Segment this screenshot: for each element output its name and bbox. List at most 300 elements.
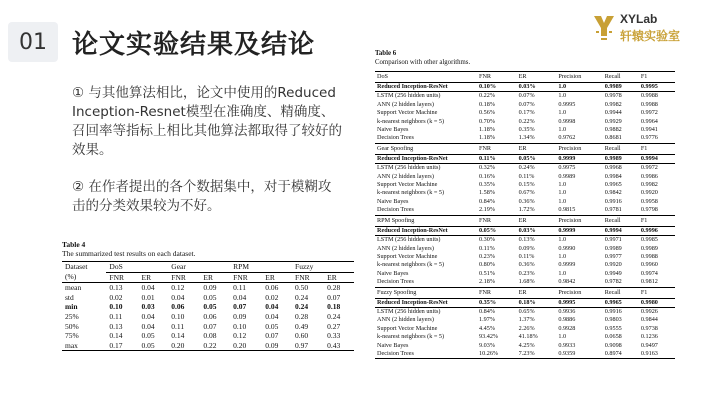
table6-cell: 0.9842 xyxy=(604,189,622,197)
logo-text-cn: 轩辕实验室 xyxy=(620,29,681,43)
table6-cell: 0.22% xyxy=(518,117,535,125)
table4-subheader: ER xyxy=(200,272,230,283)
table6-row-label: Reduced Inception-ResNet xyxy=(375,83,477,92)
table4-row-label: 75% xyxy=(65,331,79,341)
table4-cell: 0.07 xyxy=(265,331,279,341)
table4-row xyxy=(62,293,354,303)
table6-cell: 0.23% xyxy=(479,252,495,260)
table6-cell: 0.9916 xyxy=(604,307,622,315)
table6-column-header: Precision xyxy=(556,72,602,83)
table4-cell: 0.05 xyxy=(203,302,217,312)
table4-row-label: max xyxy=(62,341,106,351)
table6-cell: 2.18% xyxy=(479,278,495,286)
table4-cell: 0.60 xyxy=(295,331,309,341)
table6-cell: 0.9098 xyxy=(604,341,622,349)
table4-cell: 0.11 xyxy=(233,283,247,293)
table6-row xyxy=(375,206,675,215)
table6-column-header: Precision xyxy=(556,287,602,298)
table6-column-header: F1 xyxy=(639,215,675,226)
table6-cell: 0.9497 xyxy=(640,341,658,349)
table4-cell: 0.04 xyxy=(141,321,155,331)
table6-cell: 0.18% xyxy=(517,298,557,307)
table6-cell: 0.56% xyxy=(479,109,495,117)
table4-cell: 0.04 xyxy=(141,311,155,321)
table6-cell: 0.9989 xyxy=(640,244,658,252)
table6-cell: 0.84% xyxy=(479,307,495,315)
table4-row xyxy=(62,312,354,322)
table4-cell: 0.13 xyxy=(109,283,123,293)
table6-row-label: Decision Trees xyxy=(377,134,414,142)
table6-row-label: LSTM (256 hidden units) xyxy=(377,236,441,244)
table6-row-label: k-nearest neighbors (k = 5) xyxy=(377,117,445,125)
table4-cell: 0.18 xyxy=(327,302,341,312)
table6-cell: 0.07% xyxy=(518,100,535,108)
table4-row xyxy=(62,283,354,293)
table6-cell: 0.9798 xyxy=(640,206,658,214)
table4-cell: 0.04 xyxy=(233,292,247,302)
table4-cell: 0.97 xyxy=(292,341,324,351)
table6-cell: 0.9762 xyxy=(558,134,576,142)
table6-row-label: Reduced Inception-ResNet xyxy=(375,226,477,235)
table6-cell: 0.9988 xyxy=(640,100,658,108)
table4-subheader: FNR xyxy=(230,272,262,283)
table6-cell: 0.9994 xyxy=(603,226,639,235)
table6-cell: 0.9781 xyxy=(604,206,622,214)
table6-cell: 2.19% xyxy=(479,206,495,214)
table4-subheader: FNR xyxy=(292,272,324,283)
table6-caption-text: Comparison with other algorithms. xyxy=(375,59,471,66)
table4-group-header: RPM xyxy=(230,262,292,273)
table6-section-name: RPM Spoofing xyxy=(375,215,477,226)
table6-cell: 0.11% xyxy=(479,244,495,252)
section-number: 01 xyxy=(19,29,47,55)
table6-column-header: FNR xyxy=(477,215,517,226)
table6-cell: 0.9995 xyxy=(639,83,675,92)
table6-row xyxy=(375,245,675,253)
table6-row-label: ANN (2 hidden layers) xyxy=(377,244,434,252)
table4-cell: 0.06 xyxy=(171,302,185,312)
table4-subheader: FNR xyxy=(106,272,138,283)
table4-group-header: Fuzzy xyxy=(292,262,354,273)
table6-caption-label: Table 6 xyxy=(375,50,397,57)
table4-cell: 0.11 xyxy=(171,321,185,331)
table6-section-header xyxy=(375,143,675,154)
table6-section-name: Gear Spoofing xyxy=(375,143,477,154)
table6-cell: 0.32% xyxy=(479,164,495,172)
table6-cell: 0.9988 xyxy=(640,252,658,260)
table6-cell: 0.9989 xyxy=(603,83,639,92)
table4-cell: 0.12 xyxy=(233,331,247,341)
table6-cell: 0.9989 xyxy=(558,172,576,180)
table6-cell: 0.84% xyxy=(479,197,495,205)
conclusion-point-2: ② 在作者提出的各个数据集中，对于模糊攻击的分类效果较为不好。 xyxy=(72,179,332,214)
table6-row-label: ANN (2 hidden layers) xyxy=(377,100,434,108)
table4-cell: 0.05 xyxy=(265,321,279,331)
table6-row xyxy=(375,226,675,235)
table6-cell: 0.11% xyxy=(518,252,535,260)
table4-cell: 0.10 xyxy=(109,302,123,312)
table6-cell: 0.17% xyxy=(518,109,535,117)
table6-row xyxy=(375,173,675,181)
table6-cell: 0.9965 xyxy=(604,181,622,189)
table6-cell: 0.09% xyxy=(518,244,535,252)
table6-cell: 0.9163 xyxy=(639,350,675,359)
table4-cell: 0.20 xyxy=(168,341,200,351)
table4 xyxy=(62,261,354,351)
table6-row-label: Naive Bayes xyxy=(377,126,409,134)
table4-cell: 0.05 xyxy=(138,341,168,351)
table6-cell: 0.65% xyxy=(518,307,535,315)
table4-cell: 0.04 xyxy=(141,283,155,293)
table6-row-label: k-nearest neighbors (k = 5) xyxy=(377,261,445,269)
table6-row-label: Naive Bayes xyxy=(377,269,409,277)
table6-column-header: F1 xyxy=(639,143,675,154)
table4-cell: 0.14 xyxy=(109,331,123,341)
table6-row-label: Support Vector Machine xyxy=(377,252,438,260)
table6-cell: 93.42% xyxy=(479,333,499,341)
table6-cell: 0.1236 xyxy=(640,333,658,341)
table6-section-header xyxy=(375,215,675,226)
table6-cell: 0.9960 xyxy=(640,261,658,269)
table6-row xyxy=(375,307,675,316)
table6-column-header: ER xyxy=(517,215,557,226)
table6-cell: 0.9916 xyxy=(604,197,622,205)
table4-cell: 0.07 xyxy=(233,302,247,312)
table4-cell: 0.04 xyxy=(265,311,279,321)
table6-cell: 9.03% xyxy=(479,341,495,349)
table6-cell: 0.10% xyxy=(477,83,517,92)
table6-cell: 0.9988 xyxy=(640,92,658,100)
table6-cell: 0.9990 xyxy=(558,244,576,252)
table4-cell: 0.24 xyxy=(327,311,341,321)
table4-col-label-top: Dataset xyxy=(62,262,106,273)
table4-cell: 0.17 xyxy=(106,341,138,351)
table4-cell: 0.04 xyxy=(171,292,185,302)
table6-cell: 0.9974 xyxy=(640,269,658,277)
table6-cell: 0.9972 xyxy=(640,164,658,172)
table6-row-label: Reduced Inception-ResNet xyxy=(375,154,477,163)
table6-cell: 0.16% xyxy=(479,172,495,180)
table6-cell: 0.9999 xyxy=(556,154,602,163)
table6-cell: 0.51% xyxy=(479,269,495,277)
table6-column-header: F1 xyxy=(639,287,675,298)
table4-row-label: 50% xyxy=(65,321,79,331)
slide-title: 论文实验结果及结论 xyxy=(72,30,316,60)
table4-cell: 0.33 xyxy=(327,331,341,341)
table4-row-label: mean xyxy=(65,283,82,293)
table4-cell: 0.07 xyxy=(327,292,341,302)
table4-caption-text: The summarized test results on each dataset. xyxy=(62,249,196,258)
table4-cell: 0.03 xyxy=(141,302,155,312)
table6-cell: 0.9941 xyxy=(640,126,658,134)
table4-cell: 0.02 xyxy=(109,292,123,302)
table6-cell: 0.9886 xyxy=(558,316,576,324)
table6-row xyxy=(375,253,675,261)
table6-cell: 0.05% xyxy=(517,154,557,163)
table6-cell: 4.25% xyxy=(518,341,535,349)
table6-row xyxy=(375,342,675,350)
table4-col-label-bottom: (%) xyxy=(62,272,106,283)
table4-subheader: FNR xyxy=(168,272,200,283)
table6-cell: 1.37% xyxy=(518,316,535,324)
table6-row xyxy=(375,333,675,341)
table6-column-header: Recall xyxy=(603,72,639,83)
table6-column-header: FNR xyxy=(477,72,517,83)
table6-row xyxy=(375,261,675,269)
table6-row-label: Decision Trees xyxy=(375,350,477,359)
table6-row-label: ANN (2 hidden layers) xyxy=(377,172,434,180)
table6-cell: 1.0 xyxy=(558,197,567,205)
table6-cell: 0.9994 xyxy=(639,154,675,163)
table6-cell: 1.97% xyxy=(479,316,495,324)
section-number-badge xyxy=(8,22,58,62)
table4-group-header: DoS xyxy=(106,262,168,273)
table6-cell: 1.0 xyxy=(558,269,567,277)
table4-cell: 0.28 xyxy=(295,311,309,321)
table4-cell: 0.50 xyxy=(295,283,309,293)
table6-cell: 0.8974 xyxy=(603,350,639,359)
xylab-logo-icon xyxy=(592,14,616,42)
table6-cell: 0.03% xyxy=(517,83,557,92)
table6-cell: 41.18% xyxy=(518,333,538,341)
table6-cell: 0.9920 xyxy=(640,189,658,197)
table6-cell: 1.0 xyxy=(558,181,567,189)
table6-cell: 0.9985 xyxy=(640,236,658,244)
table4-cell: 0.13 xyxy=(109,321,123,331)
table6-row xyxy=(375,350,675,359)
table6-row-label: k-nearest neighbors (k = 5) xyxy=(377,333,445,341)
table6-column-header: Recall xyxy=(603,287,639,298)
table6-cell: 0.9982 xyxy=(640,181,658,189)
table6-row xyxy=(375,298,675,307)
table6-cell: 0.9929 xyxy=(604,117,622,125)
table6-cell: 0.36% xyxy=(518,261,535,269)
table6-cell: 0.9936 xyxy=(558,307,576,315)
table6-cell: 0.11% xyxy=(518,172,535,180)
table6-column-header: ER xyxy=(517,72,557,83)
table6-column-header: F1 xyxy=(639,72,675,83)
table6-cell: 0.36% xyxy=(518,197,535,205)
table6-section-header xyxy=(375,287,675,298)
table4-cell: 0.10 xyxy=(233,321,247,331)
table6-row xyxy=(375,198,675,206)
table6-column-header: Precision xyxy=(556,143,602,154)
table4-cell: 0.22 xyxy=(200,341,230,351)
table6-column-header: FNR xyxy=(477,287,517,298)
table6-column-header: FNR xyxy=(477,143,517,154)
table6-cell: 0.9995 xyxy=(556,298,602,307)
table6-cell: 0.67% xyxy=(518,189,535,197)
table6-cell: 0.9964 xyxy=(640,117,658,125)
table6-row-label: Support Vector Machine xyxy=(377,181,438,189)
table6-cell: 0.9999 xyxy=(556,226,602,235)
table6-figure xyxy=(375,50,675,359)
table4-cell: 0.20 xyxy=(230,341,262,351)
table6-cell: 0.9965 xyxy=(603,298,639,307)
table4-caption-label: Table 4 xyxy=(62,240,86,249)
table6-section-name: DoS xyxy=(375,72,477,83)
table6-cell: 0.9978 xyxy=(604,92,622,100)
table6-cell: 0.35% xyxy=(477,298,517,307)
table6-cell: 0.35% xyxy=(479,181,495,189)
table6-row-label: ANN (2 hidden layers) xyxy=(377,316,434,324)
table4-group-header: Gear xyxy=(168,262,230,273)
table6-row xyxy=(375,270,675,278)
table4-header-row xyxy=(62,262,354,273)
table4-figure xyxy=(62,240,354,351)
table6-row xyxy=(375,164,675,173)
table6-cell: 0.9989 xyxy=(604,244,622,252)
table6-cell: 0.9977 xyxy=(604,252,622,260)
table6-cell: 1.34% xyxy=(518,134,535,142)
table6-cell: 0.9738 xyxy=(640,324,658,332)
table6-cell: 0.03% xyxy=(517,226,557,235)
table6-cell: 0.24% xyxy=(518,164,535,172)
table6-cell: 0.05% xyxy=(477,226,517,235)
table6-cell: 0.22% xyxy=(479,92,495,100)
table6-cell: 0.9972 xyxy=(640,109,658,117)
table6-row-label: Naive Bayes xyxy=(377,341,409,349)
table6-row xyxy=(375,92,675,101)
table6-cell: 4.45% xyxy=(479,324,495,332)
table6-cell: 1.0 xyxy=(558,109,567,117)
table6-cell: 0.9776 xyxy=(640,134,658,142)
table6-cell: 0.07% xyxy=(518,92,535,100)
table6-cell: 0.9815 xyxy=(558,206,576,214)
table4-subheader-row xyxy=(62,272,354,283)
table6-cell: 0.9982 xyxy=(604,100,622,108)
table6-cell: 0.9995 xyxy=(558,100,576,108)
table6-cell: 0.9986 xyxy=(640,172,658,180)
table6-row-label: LSTM (256 hidden units) xyxy=(377,164,441,172)
table6-cell: 0.9842 xyxy=(558,278,576,286)
table6-cell: 1.0 xyxy=(558,333,567,341)
table4-cell: 0.24 xyxy=(295,292,309,302)
table4-subheader: ER xyxy=(138,272,168,283)
table6-cell: 0.9999 xyxy=(558,261,576,269)
table6-cell: 0.9944 xyxy=(604,109,622,117)
table6-cell: 1.0 xyxy=(558,126,567,134)
table4-cell: 0.24 xyxy=(295,302,309,312)
table4-cell: 0.09 xyxy=(203,283,217,293)
table6-row-label: Support Vector Machine xyxy=(377,324,438,332)
table6-cell: 0.13% xyxy=(518,236,535,244)
table6-section-header xyxy=(375,72,675,83)
table6-column-header: ER xyxy=(517,287,557,298)
table6-row-label: Decision Trees xyxy=(377,206,414,214)
table6-row xyxy=(375,325,675,333)
table4-cell: 0.05 xyxy=(203,292,217,302)
table6-row xyxy=(375,109,675,117)
table4-cell: 0.02 xyxy=(265,292,279,302)
table6-row xyxy=(375,278,675,287)
table6-cell: 0.9958 xyxy=(640,197,658,205)
table6-cell: 0.9803 xyxy=(604,316,622,324)
table6-cell: 0.9555 xyxy=(604,324,622,332)
table6-cell: 0.35% xyxy=(518,126,535,134)
table6-column-header: Recall xyxy=(603,143,639,154)
table4-row-label: std xyxy=(65,292,74,302)
table6-cell: 1.0 xyxy=(556,83,602,92)
table6-cell: 0.9812 xyxy=(640,278,658,286)
table4-row-label: min xyxy=(65,302,78,312)
table6-cell: 0.11% xyxy=(477,154,517,163)
table6-row-label: k-nearest neighbors (k = 5) xyxy=(377,189,445,197)
table6-cell: 1.0 xyxy=(558,252,567,260)
table6-row-label: Naive Bayes xyxy=(377,197,409,205)
table4-cell: 0.05 xyxy=(141,331,155,341)
table4-row xyxy=(62,331,354,341)
table4-cell: 0.06 xyxy=(265,283,279,293)
table4-cell: 0.08 xyxy=(203,331,217,341)
table4-cell: 0.07 xyxy=(203,321,217,331)
table6-cell: 10.26% xyxy=(477,350,517,359)
table6-cell: 1.18% xyxy=(479,134,495,142)
table6-cell: 0.18% xyxy=(479,100,495,108)
table6-cell: 0.9980 xyxy=(639,298,675,307)
table4-cell: 0.14 xyxy=(171,331,185,341)
table6-cell: 2.26% xyxy=(518,324,535,332)
table6-row-label: Reduced Inception-ResNet xyxy=(375,298,477,307)
table6-cell: 0.9882 xyxy=(604,126,622,134)
table6-cell: 0.9998 xyxy=(558,117,576,125)
conclusion-point-1: ① 与其他算法相比，论文中使用的Reduced Inception-Resnet模型在准确度、精确度、召回率等指标上相比其他算法都取得了较好的效果。 xyxy=(72,85,342,158)
table6-cell: 0.9928 xyxy=(558,324,576,332)
table6-cell: 0.23% xyxy=(518,269,535,277)
table6-cell: 0.9926 xyxy=(640,307,658,315)
table6-cell: 1.68% xyxy=(518,278,535,286)
table6-column-header: Precision xyxy=(556,215,602,226)
table6-row xyxy=(375,134,675,143)
table6-cell: 7.23% xyxy=(517,350,557,359)
table4-cell: 0.49 xyxy=(295,321,309,331)
table4-row xyxy=(62,341,354,351)
table6-cell: 0.9949 xyxy=(604,269,622,277)
table4-cell: 0.06 xyxy=(203,311,217,321)
table6-cell: 0.9971 xyxy=(604,236,622,244)
table6-section-name: Fuzzy Spoofing xyxy=(375,287,477,298)
table4-cell: 0.09 xyxy=(233,311,247,321)
table6-row xyxy=(375,189,675,197)
table6-cell: 0.9984 xyxy=(604,172,622,180)
table6-cell: 1.72% xyxy=(518,206,535,214)
table6-cell: 1.58% xyxy=(479,189,495,197)
table4-cell: 0.01 xyxy=(141,292,155,302)
table4-subheader: ER xyxy=(262,272,292,283)
table6-cell: 1.0 xyxy=(558,236,567,244)
table6-row xyxy=(375,316,675,324)
table4-subheader: ER xyxy=(324,272,354,283)
table6-cell: 0.9359 xyxy=(556,350,602,359)
table6-row xyxy=(375,126,675,134)
table4-row xyxy=(62,322,354,332)
table6-cell: 0.9782 xyxy=(604,278,622,286)
table6-row xyxy=(375,154,675,163)
table4-cell: 0.09 xyxy=(262,341,292,351)
table6-row-label: LSTM (256 hidden units) xyxy=(377,307,441,315)
table6-cell: 0.30% xyxy=(479,236,495,244)
table4-row xyxy=(62,302,354,312)
table6-row xyxy=(375,83,675,92)
table6-cell: 1.18% xyxy=(479,126,495,134)
xylab-logo xyxy=(592,12,712,44)
table6-cell: 0.9933 xyxy=(558,341,576,349)
table6-row xyxy=(375,181,675,189)
table6-cell: 0.70% xyxy=(479,117,495,125)
table6-cell: 1.0 xyxy=(558,92,567,100)
table4-row-label: 25% xyxy=(65,311,79,321)
table6 xyxy=(375,71,675,359)
